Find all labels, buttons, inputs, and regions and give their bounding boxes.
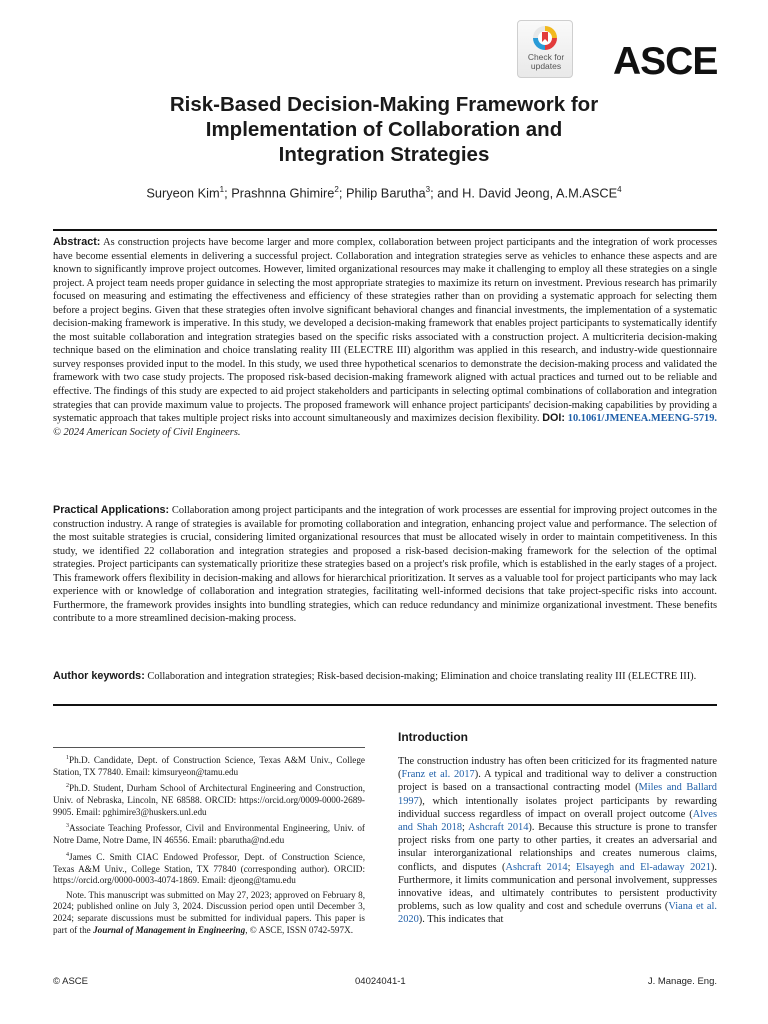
- author-separator: ; and: [430, 185, 463, 201]
- abstract-bottom-rule: [53, 704, 717, 706]
- intro-text: ). A typical and traditional way to deliver a construction project is based on a transactional contracting model (: [398, 769, 718, 794]
- doi-label: DOI:: [542, 412, 566, 425]
- abstract-copyright: © 2024 American Society of Civil Engineers.: [53, 426, 241, 438]
- author-name: Prashnna Ghimire: [231, 185, 335, 201]
- abstract-text: As construction projects have become larger and more complex, collaboration between project participants and the integration of work processes have become essential elements in delivering a successful project. Collaboration and integration strategies serve as vehicles to enhance these aspects and are known to significantly improve project outcomes. However, limited organizational resources may make it challenging to employ all these strategies on a single project. A project team needs proper guidance in selecting the most appropriate strategies to maximize its return on investment. Previous research has primarily focused on measuring and estimating the effectiveness and efficiency of these strategies rather than on providing a systematic approach for selecting them before a project begins. Given that these strategies often involve significant behavioral changes and financial investments, the implementation of a systematic decision-making framework is imperative. In this study, we developed a decision-making framework that enables project participants to systematically identify the most suitable collaboration and integration strategies based on the specific risks associated with a construction project. A multicriteria decision-making technique based on the elimination and choice translating reality III (ELECTRE III) algorithm was applied in this research, and industry-wide questionnaire survey responses provided input to the model. In this study, we used three hypothetical scenarios to demonstrate the decision-making process and validated the framework with two case study projects. The proposed risk-based decision-making framework aligned with actual practices and turned out to be reliable and effective. The findings of this study are expected to aid project stakeholders and participants in selecting optimal combinations of collaboration and integration strategies that can provide maximum value to projects. The proposed framework will enhance project participants' decision-making capabilities by providing a systematic approach that takes multiple project risks into account simultaneously and maximizes decision flexibility.: [53, 237, 717, 425]
- keywords-text: Collaboration and integration strategies; Risk-based decision-making; Elimination and choice translating reality III (ELECTRE III).: [147, 671, 697, 682]
- footer-article-number: 04024041-1: [355, 976, 406, 987]
- practical-text: Collaboration among project participants and the integration of work processes are essential for improving project outcomes in the construction industry. A range of strategies is available for promoting collaboration and integration, enhancing project value and performance. The selection of the most suitable strategies is crucial, considering limited organizational resources that must be allocated wisely in order to maintain competitiveness. In this study, we identified 22 collaboration and integration strategies and proposed a risk-based decision-making framework for the selection of the optimal strategies. Project participants can systematically prioritize these strategies based on a project's risk profile, which is established in the early stages of a project. This framework offers flexibility in decision-making and allows for hierarchical prioritization. It serves as a valuable tool for project participants who may lack experience with or knowledge of collaboration and integration strategies, facilitating well-informed decisions that take project-specific risks into account. Furthermore, the framework provides insights into bundling strategies, which can reduce redundancy and minimize organizational investment. These benefits contribute to a more streamlined decision-making process.: [53, 505, 717, 625]
- title-line: Integration Strategies: [278, 143, 490, 166]
- footnote-text: Ph.D. Student, Durham School of Architectural Engineering and Construction, Univ. of Nebraska, Lincoln, NE 68588. ORCID: https://orcid.org/0009-0000-2689-9905. Email: pghimire3@huskers.unl.edu: [53, 783, 365, 817]
- title-line: Risk-Based Decision-Making Framework for: [169, 93, 599, 116]
- citation-link[interactable]: Ashcraft 2014: [505, 861, 568, 873]
- footnote-mark: 4: [66, 851, 69, 858]
- practical-applications: [53, 504, 717, 626]
- journal-name: Journal of Management in Engineering: [93, 924, 246, 935]
- footnote-text: Associate Teaching Professor, Civil and Environmental Engineering, Univ. of Notre Dame, Notre Dame, IN 46556. Email: pbarutha@nd.edu: [53, 823, 365, 846]
- footnote: [53, 781, 365, 818]
- asce-logo-text: ASCE: [613, 40, 718, 83]
- abstract-label: Abstract:: [53, 236, 101, 248]
- footnote: [53, 850, 365, 887]
- paper-title: [0, 92, 768, 167]
- abstract-top-rule: [53, 229, 717, 231]
- author-list: [0, 185, 768, 200]
- asce-logo: [613, 42, 717, 81]
- footnote-mark: 1: [66, 755, 69, 761]
- author-separator: ;: [224, 185, 232, 201]
- intro-text: ). Because this structure is prone to transfer project risks from one party to other parties, it creates an adversarial and insular interorganizational relationships and creates numerous claims, conflicts, and disputes (: [398, 822, 718, 873]
- intro-text: ). This indicates that: [418, 914, 504, 926]
- note-tail: , © ASCE, ISSN 0742-597X.: [245, 924, 354, 935]
- author-affil-mark: 3: [425, 185, 431, 194]
- author-name: H. David Jeong, A.M.ASCE: [462, 185, 618, 201]
- check-for-updates-button[interactable]: [517, 20, 573, 78]
- author-affil-mark: 4: [617, 185, 622, 194]
- doi-link[interactable]: 10.1061/JMENEA.MEENG-5719.: [567, 413, 717, 425]
- introduction-body: [398, 755, 717, 927]
- author-affil-mark: 1: [219, 185, 225, 194]
- title-line: Implementation of Collaboration and: [205, 118, 563, 141]
- page-header: [0, 18, 768, 88]
- footnote-text: James C. Smith CIAC Endowed Professor, Dept. of Construction Science, Texas A&M Univ., College Station, TX 77840 (corresponding author). ORCID: https://orcid.org/0000-0003-4074-1869. Email: djeong@tamu.edu: [53, 851, 365, 886]
- check-updates-label: Check for updates: [527, 52, 565, 71]
- intro-text: The construction industry has often been criticized for its fragmented nature (: [398, 756, 717, 781]
- author-name: Suryeon Kim: [146, 185, 220, 201]
- citation-link[interactable]: Alves and Shah 2018: [398, 808, 717, 834]
- check-updates-icon: [532, 25, 558, 51]
- author-affil-mark: 2: [334, 185, 339, 194]
- intro-text: ;: [462, 822, 469, 834]
- footnote: [53, 753, 365, 778]
- keywords-label: Author keywords:: [53, 670, 145, 682]
- intro-text: ). Furthermore, it limits communication and personal involvement, suppresses innovative ideas, and ultimately contributes to persistent productivity problems, such as low quality and cost and schedule overruns (: [398, 861, 717, 913]
- abstract: [53, 236, 717, 439]
- intro-text: ;: [567, 861, 577, 873]
- footnote-mark: 3: [66, 823, 69, 830]
- footnote-text: Ph.D. Candidate, Dept. of Construction Science, Texas A&M Univ., College Station, TX 77840. Email: kimsuryeon@tamu.edu: [53, 755, 365, 777]
- citation-link[interactable]: Franz et al. 2017: [401, 769, 475, 781]
- footnote-rule: [53, 747, 365, 748]
- author-name: Philip Barutha: [345, 185, 426, 201]
- footnote: [53, 821, 365, 846]
- footer-copyright: © ASCE: [53, 976, 88, 987]
- citation-link[interactable]: Miles and Ballard 1997: [398, 782, 717, 807]
- citation-link[interactable]: Elsayegh and El-adaway 2021: [576, 861, 711, 873]
- citation-link[interactable]: Ashcraft 2014: [468, 822, 529, 834]
- practical-label: Practical Applications:: [53, 504, 170, 516]
- note-text: Note. This manuscript was submitted on May 27, 2023; approved on February 8, 2024; published online on July 3, 2024. Discussion period open until December 3, 2024; separate discussions must be submitted for individual papers. This paper is part of the: [53, 889, 365, 935]
- introduction-heading: Introduction: [398, 730, 468, 744]
- author-separator: ;: [338, 185, 346, 201]
- author-keywords: [53, 670, 717, 684]
- footer-journal: J. Manage. Eng.: [647, 976, 717, 987]
- footnotes: [53, 753, 365, 939]
- footnote-mark: 2: [66, 783, 69, 790]
- intro-text: ), which intentionally isolates project participants by rewarding individual success regardless of impact on overall project outcome (: [398, 795, 717, 820]
- citation-link[interactable]: Viana et al. 2020: [398, 901, 717, 926]
- manuscript-note: [53, 890, 365, 937]
